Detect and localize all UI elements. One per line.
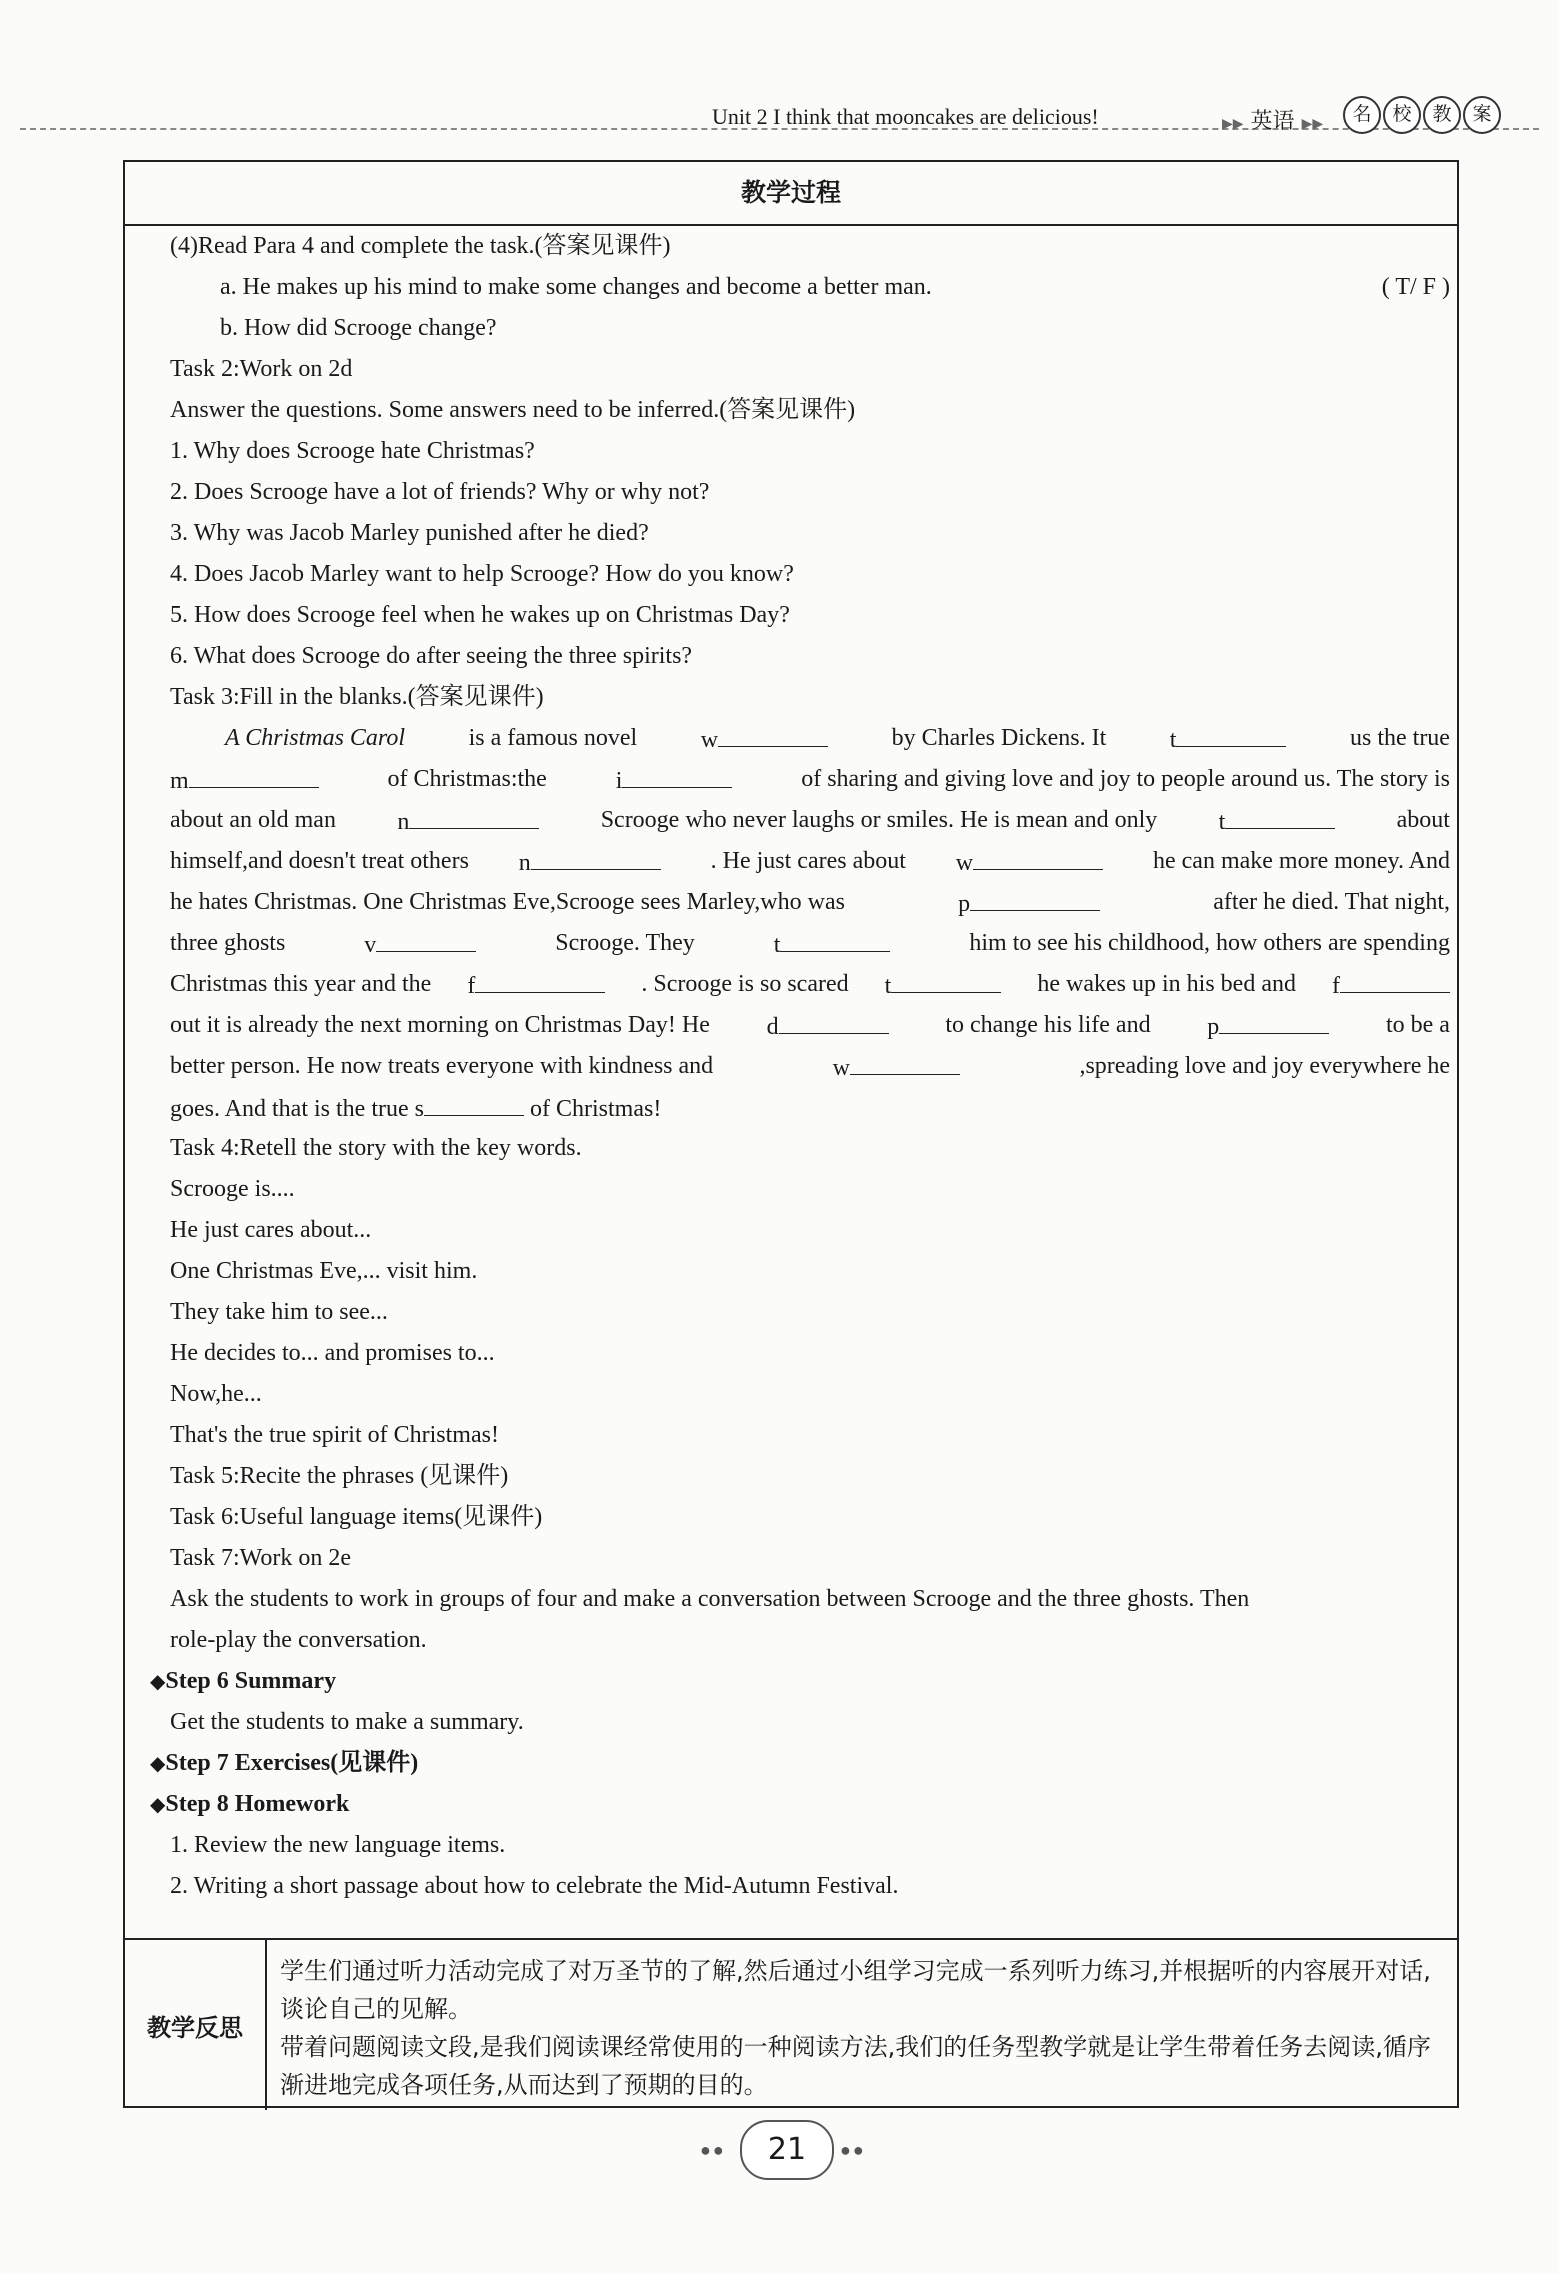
fill-line: m of Christmas:the i of sharing and giving love and joy to people around us. The story is	[170, 759, 1450, 799]
task-heading: Task 5:Recite the phrases (见课件)	[170, 1463, 509, 1489]
step-heading: ◆Step 7 Exercises(见课件)	[150, 1750, 419, 1776]
reflection-label: 教学反思	[125, 1940, 267, 2110]
task-heading: Task 3:Fill in the blanks.(答案见课件)	[170, 684, 544, 710]
retell-line: They take him to see...	[170, 1299, 388, 1325]
task-heading: Task 4:Retell the story with the key words.	[170, 1135, 582, 1161]
question-item: 3. Why was Jacob Marley punished after he died?	[170, 520, 649, 546]
reflection-paragraph: 带着问题阅读文段,是我们阅读课经常使用的一种阅读方法,我们的任务型教学就是让学生带着任务去阅读,循序渐进地完成各项任务,从而达到了预期的目的。	[280, 2033, 1431, 2099]
fill-line: A Christmas Carol is a famous novel w by Charles Dickens. It t us the true	[170, 718, 1450, 758]
task-heading: Task 6:Useful language items(见课件)	[170, 1504, 543, 1530]
text-line: Answer the questions. Some answers need to be inferred.(答案见课件)	[170, 397, 856, 423]
fill-line: better person. He now treats everyone with kindness and w ,spreading love and joy everywhere he	[170, 1046, 1450, 1086]
question-item: 6. What does Scrooge do after seeing the three spirits?	[170, 643, 693, 669]
diamond-icon: ◆	[150, 1794, 166, 1816]
diamond-icon: ◆	[150, 1671, 166, 1693]
series-logo	[1343, 96, 1501, 134]
step-heading: ◆Step 6 Summary	[150, 1668, 337, 1694]
diamond-icon: ◆	[150, 1753, 166, 1775]
logo-char: 教	[1423, 96, 1461, 134]
text-line: (4)Read Para 4 and complete the task.(答案见课件)	[170, 233, 671, 259]
retell-line: He just cares about...	[170, 1217, 372, 1243]
task-heading: Task 7:Work on 2e	[170, 1545, 352, 1571]
text-line: a. He makes up his mind to make some changes and become a better man. ( T/ F )	[220, 274, 1450, 300]
page-ornament: ●●	[700, 2140, 726, 2160]
text-line: b. How did Scrooge change?	[220, 315, 497, 341]
fill-line: about an old man n Scrooge who never laughs or smiles. He is mean and only t about	[170, 800, 1450, 840]
table-title: 教学过程	[125, 162, 1457, 226]
text-line: Ask the students to work in groups of four and make a conversation between Scrooge and the three ghosts. Then	[170, 1586, 1250, 1612]
retell-line: That's the true spirit of Christmas!	[170, 1422, 499, 1448]
question-item: 4. Does Jacob Marley want to help Scrooge? How do you know?	[170, 561, 794, 587]
logo-char: 校	[1383, 96, 1421, 134]
subject-label: ▶▶ 英语 ▶▶	[1222, 109, 1324, 134]
task-heading: Task 2:Work on 2d	[170, 356, 353, 382]
fill-line: goes. And that is the true s of Christmas!	[170, 1087, 661, 1127]
question-item: 2. Does Scrooge have a lot of friends? Why or why not?	[170, 479, 710, 505]
logo-char: 名	[1343, 96, 1381, 134]
fill-line: out it is already the next morning on Christmas Day! He d to change his life and p to be a	[170, 1005, 1450, 1045]
fill-line: three ghosts v Scrooge. They t him to see his childhood, how others are spending	[170, 923, 1450, 963]
retell-line: He decides to... and promises to...	[170, 1340, 495, 1366]
reflection-paragraph: 学生们通过听力活动完成了对万圣节的了解,然后通过小组学习完成一系列听力练习,并根据听的内容展开对话,谈论自己的见解。	[280, 1957, 1431, 2023]
fill-line: himself,and doesn't treat others n . He just cares about w he can make more money. And	[170, 841, 1450, 881]
text-line: Get the students to make a summary.	[170, 1709, 524, 1735]
page-number: 21	[740, 2120, 834, 2180]
step-heading: ◆Step 8 Homework	[150, 1791, 350, 1817]
lesson-table	[123, 160, 1459, 2108]
fill-line: he hates Christmas. One Christmas Eve,Scrooge sees Marley,who was p after he died. That night,	[170, 882, 1450, 922]
reflection-text	[280, 1952, 1440, 2104]
homework-item: 1. Review the new language items.	[170, 1832, 506, 1858]
fill-line: Christmas this year and the f . Scrooge is so scared t he wakes up in his bed and f	[170, 964, 1450, 1004]
logo-char: 案	[1463, 96, 1501, 134]
teaching-reflection	[125, 1938, 1457, 2110]
unit-title: Unit 2 I think that mooncakes are delicious!	[712, 104, 1099, 129]
retell-line: One Christmas Eve,... visit him.	[170, 1258, 478, 1284]
page-ornament: ●●	[840, 2140, 866, 2160]
page-header	[0, 90, 1559, 150]
question-item: 1. Why does Scrooge hate Christmas?	[170, 438, 535, 464]
retell-line: Now,he...	[170, 1381, 262, 1407]
text-line: role-play the conversation.	[170, 1627, 427, 1653]
retell-line: Scrooge is....	[170, 1176, 295, 1202]
homework-item: 2. Writing a short passage about how to celebrate the Mid-Autumn Festival.	[170, 1873, 899, 1899]
question-item: 5. How does Scrooge feel when he wakes up on Christmas Day?	[170, 602, 790, 628]
